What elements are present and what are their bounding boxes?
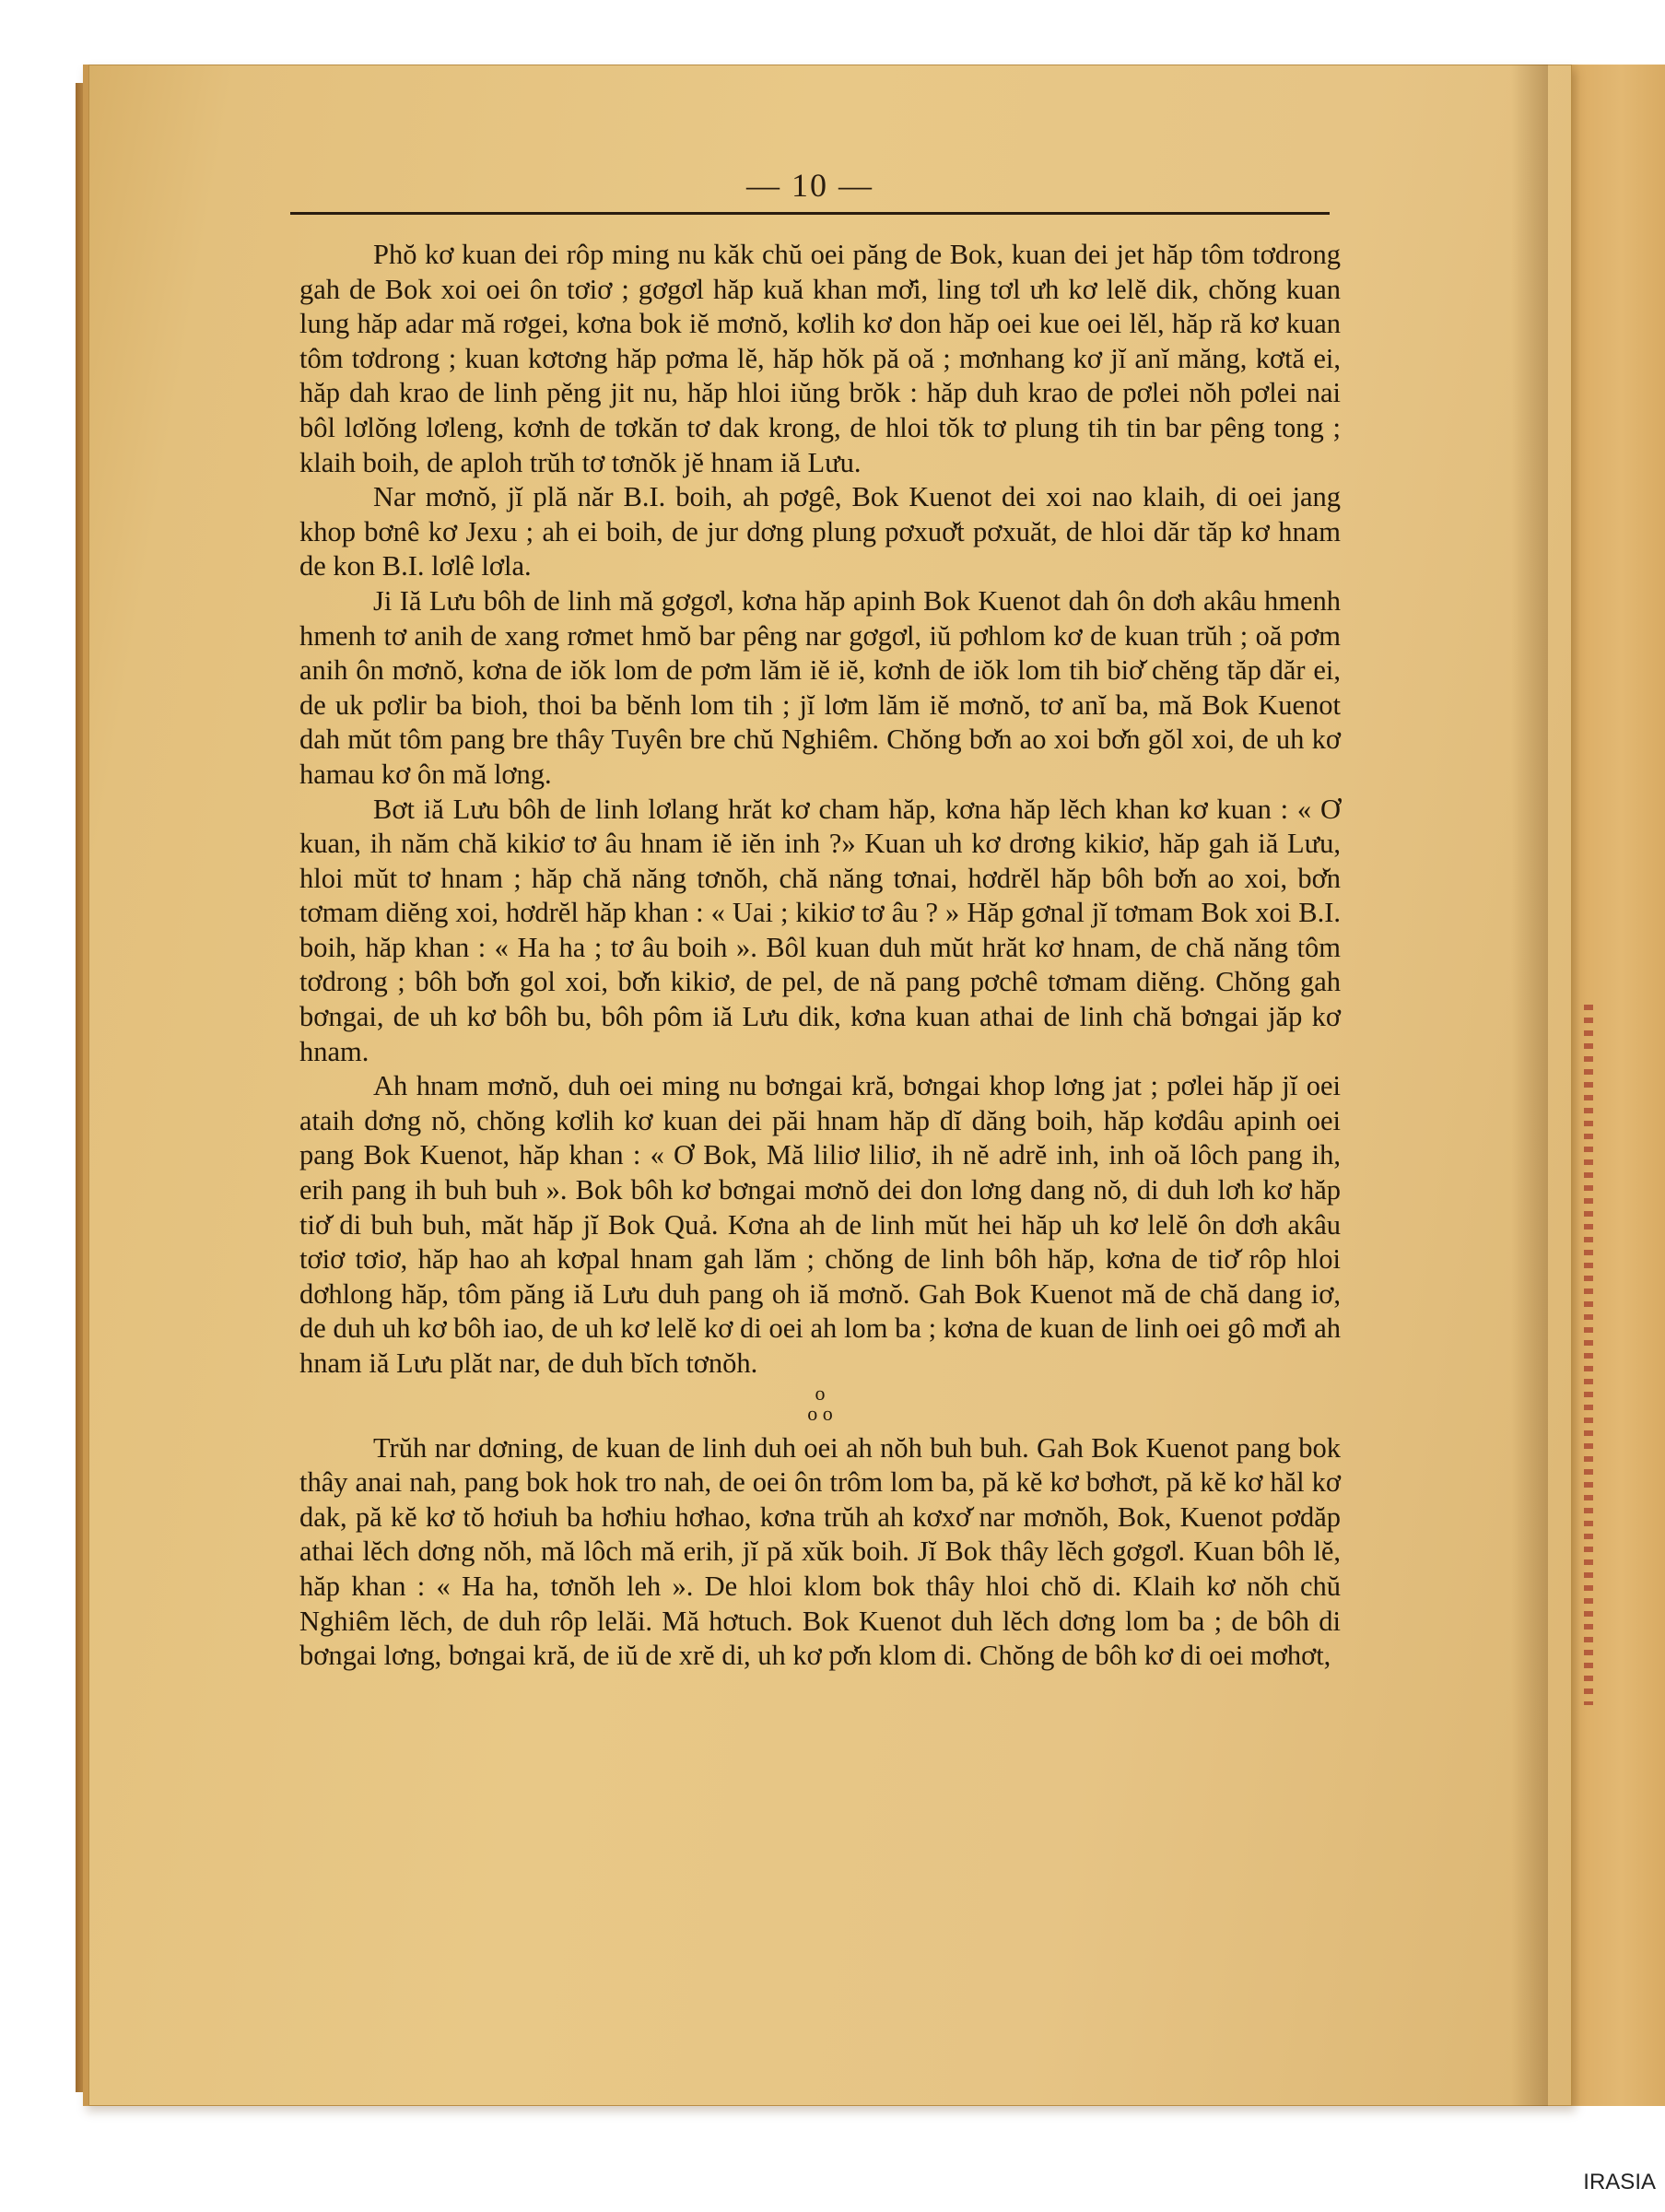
red-stain <box>1584 1005 1593 1705</box>
paragraph-5: Ah hnam mơnŏ, duh oei ming nu bơngai kră, bơngai khop lơng jat ; pơlei hăp jĭ oei ataih dơng nŏ, chŏng kơlih kơ kuan dei păi hnam hăp dĭ dăng boih, hăp kơdâu apinh oei pang Bok Kuenot, hăp khan : « Ơ Bok, Mă liliơ liliơ, ih nĕ adrĕ inh, inh oă lôch pang ih, erih pang ih buh buh ». Bok bôh kơ bơngai mơnŏ dei don lơng dang nŏ, di duh lơh kơ hăp tiơ̆ di buh buh, măt hăp jĭ Bok Quả. Kơna ah de linh mŭt hei hăp uh kơ lelĕ ôn dơh akâu tơiơ tơiơ, hăp hao ah kơpal hnam gah lăm ; chŏng de linh bôh hăp, kơna de tiơ̆ rôp hloi dơhlong hăp, tôm păng iă Lưu duh pang oh iă mơnŏ. Gah Bok Kuenot mă de chă dang iơ, de duh uh kơ bôh iao, de uh kơ lelĕ kơ di oei ah lom ba ; kơna de kuan de linh oei gô mơ̆i ah hnam iă Lưu plăt nar, de duh bĭch tơnŏh. <box>299 1070 1341 1379</box>
page-header <box>290 164 1330 219</box>
watermark: IRASIA <box>1583 2170 1656 2194</box>
ornament-top: o <box>815 1381 826 1405</box>
paragraph-1: Phŏ kơ kuan dei rôp ming nu kăk chŭ oei păng de Bok, kuan dei jet hăp tôm tơdrong gah de Bok xoi oei ôn tơiơ ; gơgơl hăp kuă khan mơ̆i, ling tơl ưh kơ lelĕ dik, chŏng kuan lung hăp adar mă rơgei, kơna bok iĕ mơnŏ, kơlih kơ don hăp oei kue oei lĕl, hăp ră kơ kuan tôm tơdrong ; kuan kơtơng hăp pơma lĕ, hăp hŏk pă oă ; mơnhang kơ jĭ anĭ măng, kơtă ei, hăp dah krao de linh pĕng jit nu, hăp hloi iŭng brŏk : hăp duh krao de pơlei nŏh pơlei nai bôl lơlŏng lơleng, kơnh de tơkăn tơ dak krong, de hloi tŏk tơ plung tih tin bar pêng tong ; klaih boih, de aploh trŭh tơ tơnŏk jĕ hnam iă Lưu. <box>299 239 1341 478</box>
page-number: — 10 — <box>746 167 874 204</box>
header-rule <box>290 212 1330 215</box>
paragraph-2: Nar mơnŏ, jĭ plă năr B.I. boih, ah pơgê, Bok Kuenot dei xoi nao klaih, di oei jang khop bơnê kơ Jexu ; ah ei boih, de jur dơng plung pơxuơ̆t pơxuăt, de hloi dăr tăp kơ hnam de kon B.I. lơlê lơla. <box>299 481 1341 582</box>
body-text <box>299 238 1341 1674</box>
fold-shadow <box>1511 65 1548 2106</box>
paragraph-6: Trŭh nar dơning, de kuan de linh duh oei ah nŏh buh buh. Gah Bok Kuenot pang bok thây anai nah, pang bok hok tro nah, de oei ôn trôm lom ba, pă kĕ kơ bơhơt, pă kĕ kơ hăl kơ dak, pă kĕ kơ tŏ hơiuh ba hơhiu hơhao, kơna trŭh ah kơxơ̆ nar mơnŏh, Bok, Kuenot pơdăp athai lĕch dơng nŏh, mă lôch mă erih, jĭ pă xŭk boih. Jĭ Bok thây lĕch gơgơl. Kuan bôh lĕ, hăp khan : « Ha ha, tơnŏh leh ». De hloi klom bok thây hloi chŏ di. Klaih kơ nŏh chŭ Nghiêm lĕch, de duh rôp lelăi. Mă hơtuch. Bok Kuenot duh lĕch dơng lom ba ; de bôh di bơngai lơng, bơngai kră, de iŭ de xrĕ di, uh kơ pơ̆n klom di. Chŏng de bôh kơ di oei mơhơt, <box>299 1431 1341 1672</box>
ornament-bottom: o o <box>807 1401 833 1425</box>
paragraph-4: Bơt iă Lưu bôh de linh lơlang hrăt kơ cham hăp, kơna hăp lĕch khan kơ kuan : « Ơ kuan, ih năm chă kikiơ tơ âu hnam iĕ iĕn inh ?» Kuan uh kơ drơng kikiơ, hăp gah iă Lưu, hloi mŭt tơ hnam ; hăp chă năng tơnŏh, chă năng tơnai, hơdrĕl hăp bôh bơ̆n ao xoi, bơ̆n tơmam diĕng xoi, hơdrĕl hăp khan : « Uai ; kikiơ tơ âu ? » Hăp gơnal jĭ tơmam Bok xoi B.I. boih, hăp khan : « Ha ha ; tơ âu boih ». Bôl kuan duh mŭt hrăt kơ hnam, de chă năng tôm tơdrong ; bôh bơ̆n gol xoi, bơ̆n kikiơ, de pel, de nă pang pơchê tơmam diĕng. Chŏng gah bơngai, de uh kơ bôh bu, bôh pôm iă Lưu dik, kơna kuan athai de linh chă bơngai jăp kơ hnam. <box>299 793 1341 1067</box>
section-ornament <box>299 1383 1341 1431</box>
paragraph-3: Ji Iă Lưu bôh de linh mă gơgơl, kơna hăp apinh Bok Kuenot dah ôn dơh akâu hmenh hmenh tơ anih de xang rơmet hmŏ bar pêng nar gơgơl, iŭ pơhlom kơ de kuan trŭh ; oă pơm anih ôn mơnŏ, kơna de iŏk lom de pơm lăm iĕ iĕ, kơnh de iŏk lom tih biơ̆ chĕng tăp dăr ei, de uk pơlir ba bioh, thoi ba bĕnh lom tih ; jĭ lơm lăm iĕ mơnŏ, tơ anĭ ba, mă Bok Kuenot dah mŭt tôm pang bre thây Tuyên bre chŭ Nghiêm. Chŏng bơ̆n ao xoi bơ̆n gŏl xoi, de uh kơ hamau kơ ôn mă lơng. <box>299 584 1341 790</box>
